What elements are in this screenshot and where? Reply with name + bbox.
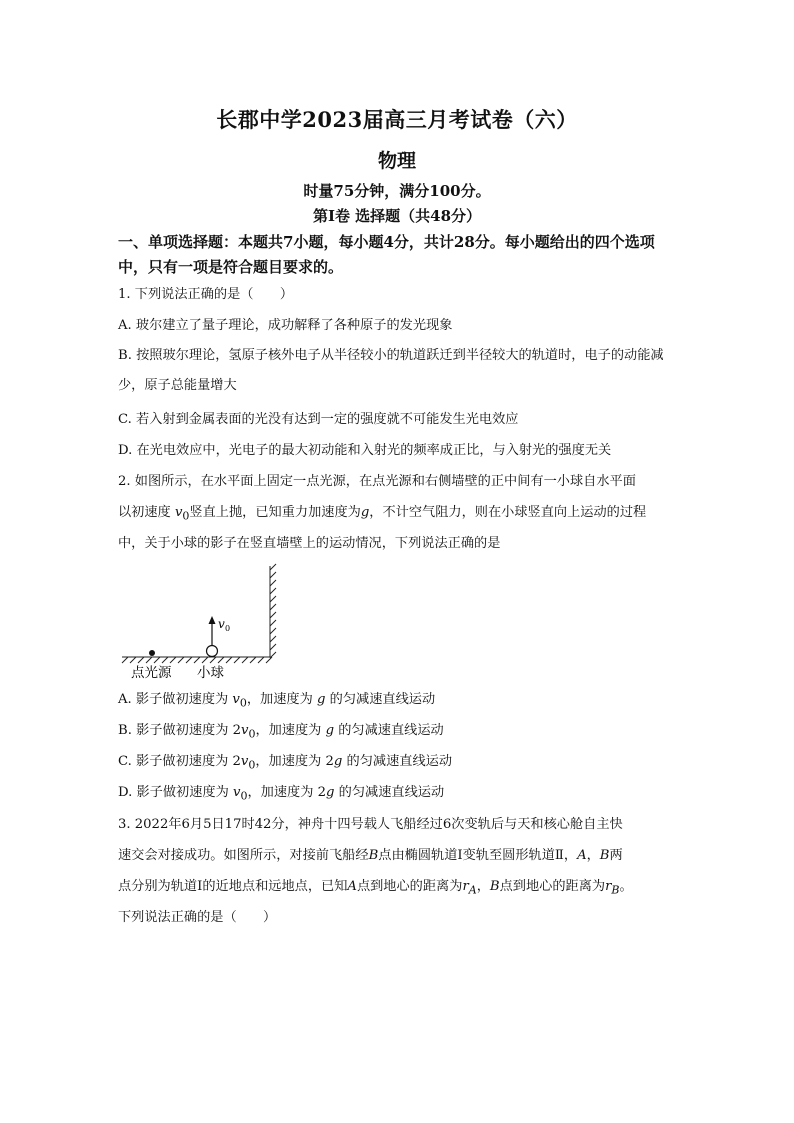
- label-ball: 小球: [197, 665, 224, 681]
- q1-stem: 1. 下列说法正确的是（ ）: [118, 287, 294, 302]
- q3-line3: 点分别为轨道Ⅰ的近地点和远地点，已知A点到地心的距离为$r_A$，B点到地心的距离为$r_B$。: [118, 879, 633, 897]
- exam-title: 长郡中学2023届高三月考试卷（六）: [216, 107, 578, 132]
- light-source-dot: [149, 650, 155, 656]
- q3-line2: 速交会对接成功。如图所示，对接前飞船经B点由椭圆轨道Ⅰ变轨至圆形轨道Ⅱ，A，B两: [118, 848, 623, 863]
- ground-hatch: [122, 657, 272, 663]
- velocity-label: v: [218, 617, 225, 631]
- q1-option-d: D. 在光电效应中，光电子的最大初动能和入射光的频率成正比，与入射光的强度无关: [118, 443, 612, 458]
- q2-figure: [118, 560, 288, 685]
- q3-line4: 下列说法正确的是（ ）: [118, 910, 277, 925]
- wall: [270, 564, 276, 658]
- q2-option-d: D. 影子做初速度为 $v_0$，加速度为 2g 的匀减速直线运动: [118, 785, 445, 803]
- exam-subject: 物理: [377, 150, 416, 172]
- q2-stem-line3: 中，关于小球的影子在竖直墙壁上的运动情况，下列说法正确的是: [118, 536, 501, 551]
- q2-option-c: C. 影子做初速度为 $2v_0$，加速度为 2g 的匀减速直线运动: [118, 754, 453, 772]
- q2-option-b: B. 影子做初速度为 $2v_0$，加速度为 g 的匀减速直线运动: [118, 723, 444, 741]
- q1-option-c: C. 若入射到金属表面的光没有达到一定的强度就不可能发生光电效应: [118, 412, 519, 427]
- q3-line1: 3. 2022年6月5日17时42分，神舟十四号载人飞船经过6次变轨后与天和核心舱自主快: [118, 817, 623, 832]
- velocity-label-sub: 0: [225, 624, 231, 633]
- q2-option-a: A. 影子做初速度为 $v_0$，加速度为 g 的匀减速直线运动: [118, 692, 436, 710]
- section-heading: 一、单项选择题：本题共7小题，每小题4分，共计28分。每小题给出的四个选项中，只有一项是符合题目要求的。: [118, 233, 655, 276]
- exam-meta: 时量75分钟，满分100分。: [303, 182, 491, 200]
- q1-option-b: B. 按照玻尔理论，氢原子核外电子从半径较小的轨道跃迁到半径较大的轨道时，电子的动能减少，原子总能量增大: [118, 348, 664, 393]
- ball: [207, 646, 218, 657]
- label-light-source: 点光源: [131, 665, 172, 681]
- q1-option-a: A. 玻尔建立了量子理论，成功解释了各种原子的发光现象: [118, 318, 453, 333]
- velocity-arrowhead: [209, 616, 216, 624]
- volume-heading: 第Ⅰ卷 选择题（共48分）: [312, 207, 482, 225]
- q2-stem-line2: 以初速度 $v_0$竖直上抛，已知重力加速度为g，不计空气阻力，则在小球竖直向上运动的过程: [118, 505, 647, 523]
- q2-stem-line1: 2. 如图所示，在水平面上固定一点光源，在点光源和右侧墙壁的正中间有一小球自水平面: [118, 474, 636, 489]
